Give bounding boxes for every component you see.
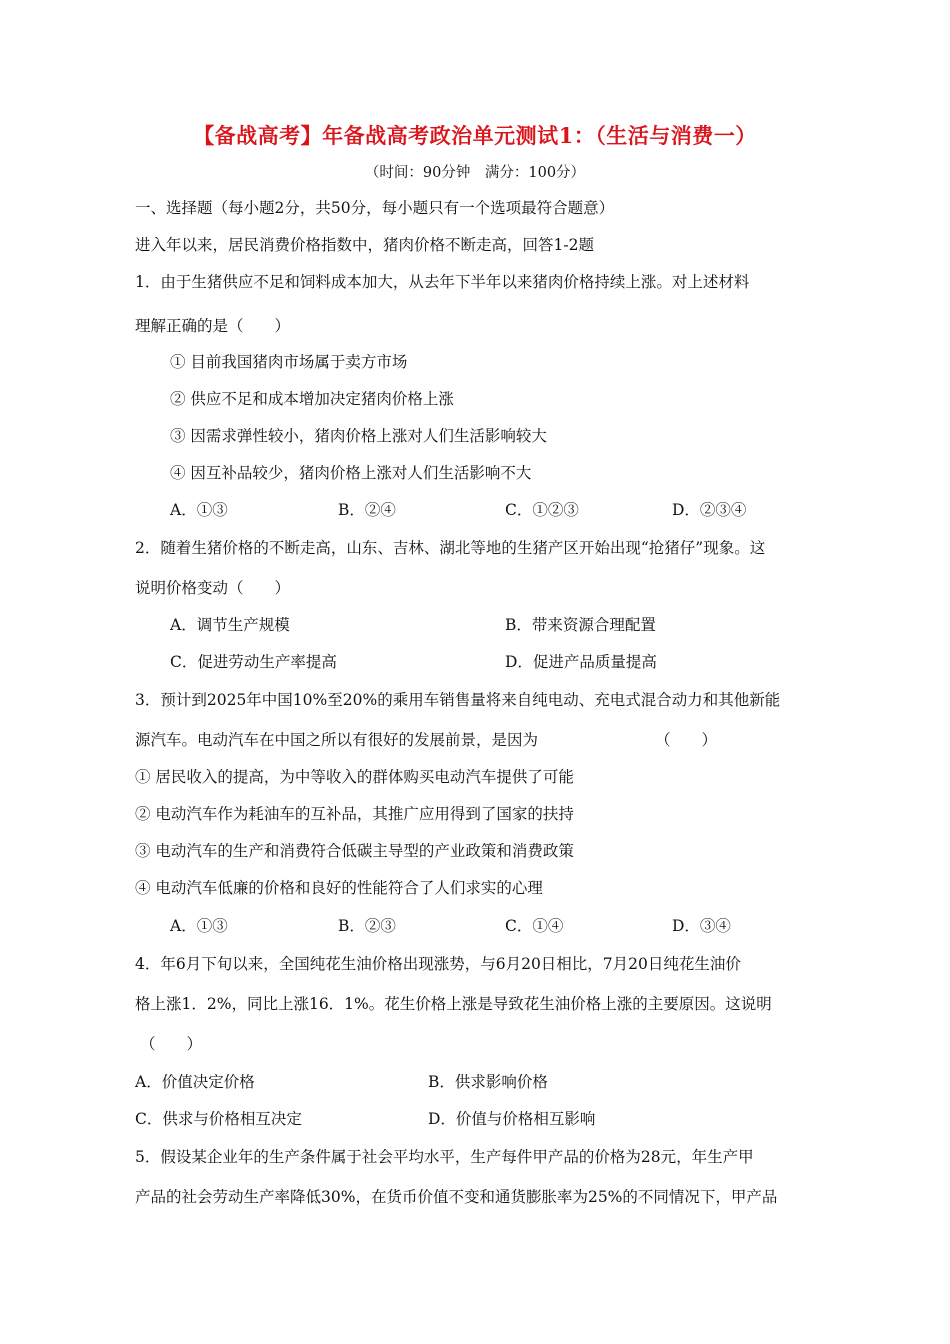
q5-stem-line2: 产品的社会劳动生产率降低30%，在货币价值不变和通货膨胀率为25%的不同情况下，甲产品 [135, 1188, 778, 1206]
document-subtitle: （时间：90分钟 满分：100分） [364, 165, 586, 181]
document-title: 【备战高考】年备战高考政治单元测试1：（生活与消费一） [193, 123, 757, 148]
q1-item: ④ 因互补品较少，猪肉价格上涨对人们生活影响不大 [170, 464, 532, 482]
q2-option-b: B．带来资源合理配置 [505, 616, 656, 634]
q4-option-a: A．价值决定价格 [135, 1073, 255, 1091]
q4-option-c: C．供求与价格相互决定 [135, 1110, 302, 1128]
q3-stem-line2: 源汽车。电动汽车在中国之所以有很好的发展前景，是因为 [135, 731, 539, 749]
q4-stem-line1: 4．年6月下旬以来，全国纯花生油价格出现涨势，与6月20日相比，7月20日纯花生油价 [135, 955, 741, 973]
q1-option-a: A．①③ [170, 501, 228, 519]
q1-item: ② 供应不足和成本增加决定猪肉价格上涨 [170, 390, 454, 408]
q2-option-d: D．促进产品质量提高 [505, 653, 657, 671]
q3-option-b: B．②③ [338, 917, 396, 935]
section-heading: 一、选择题（每小题2分，共50分，每小题只有一个选项最符合题意） [135, 199, 615, 217]
q2-stem-line1: 2．随着生猪价格的不断走高，山东、吉林、湖北等地的生猪产区开始出现“抢猪仔”现象。这 [135, 539, 766, 557]
q2-option-a: A．调节生产规模 [170, 616, 290, 634]
q4-answer-paren: （ ） [140, 1035, 203, 1053]
q1-stem-line2: 理解正确的是（ ） [135, 317, 291, 335]
q4-option-d: D．价值与价格相互影响 [428, 1110, 596, 1128]
q3-stem-line1: 3．预计到2025年中国10%至20%的乘用车销售量将来自纯电动、充电式混合动力和其他新能 [135, 691, 781, 709]
intro-text: 进入年以来，居民消费价格指数中，猪肉价格不断走高，回答1-2题 [135, 236, 594, 254]
q5-stem-line1: 5．假设某企业年的生产条件属于社会平均水平，生产每件甲产品的价格为28元，年生产甲 [135, 1148, 754, 1166]
q1-stem-line1: 1．由于生猪供应不足和饲料成本加大，从去年下半年以来猪肉价格持续上涨。对上述材料 [135, 273, 750, 291]
q2-stem-line2: 说明价格变动（ ） [135, 579, 291, 597]
q3-item: ③ 电动汽车的生产和消费符合低碳主导型的产业政策和消费政策 [135, 842, 574, 860]
q3-option-c: C．①④ [505, 917, 564, 935]
q2-option-c: C．促进劳动生产率提高 [170, 653, 337, 671]
q3-item: ① 居民收入的提高，为中等收入的群体购买电动汽车提供了可能 [135, 768, 574, 786]
q3-answer-paren: （ ） [655, 731, 718, 749]
q1-option-c: C．①②③ [505, 501, 579, 519]
q3-option-d: D．③④ [672, 917, 731, 935]
q1-option-b: B．②④ [338, 501, 396, 519]
q1-option-d: D．②③④ [672, 501, 747, 519]
q3-option-a: A．①③ [170, 917, 228, 935]
q3-item: ④ 电动汽车低廉的价格和良好的性能符合了人们求实的心理 [135, 879, 543, 897]
q1-item: ③ 因需求弹性较小，猪肉价格上涨对人们生活影响较大 [170, 427, 547, 445]
q4-option-b: B．供求影响价格 [428, 1073, 548, 1091]
q3-item: ② 电动汽车作为耗油车的互补品，其推广应用得到了国家的扶持 [135, 805, 574, 823]
q1-item: ① 目前我国猪肉市场属于卖方市场 [170, 353, 408, 371]
q4-stem-line2: 格上涨1．2%，同比上涨16．1%。花生价格上涨是导致花生油价格上涨的主要原因。这说明 [135, 995, 772, 1013]
